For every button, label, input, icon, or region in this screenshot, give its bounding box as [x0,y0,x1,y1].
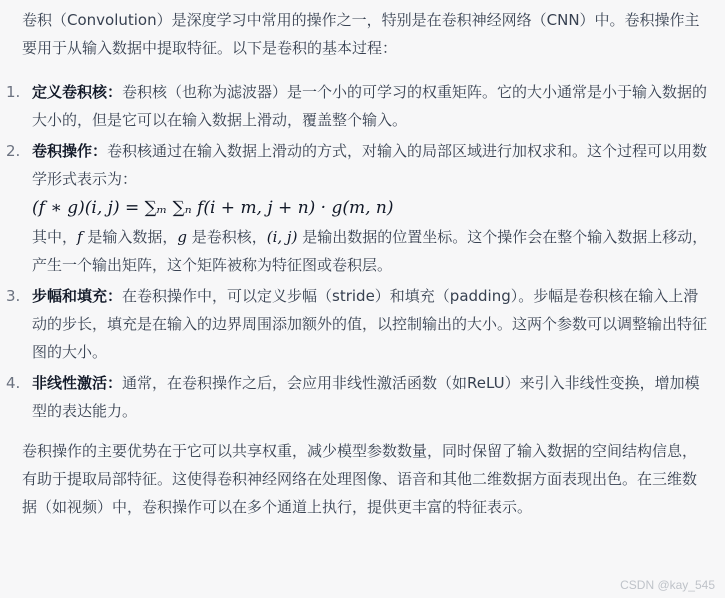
watermark: CSDN @kay_545 [620,578,715,592]
item-text: 卷积核通过在输入数据上滑动的方式，对输入的局部区域进行加权求和。这个过程可以用数学形式表示为： [32,142,708,188]
item-number: 4. [6,374,21,392]
list-item-3 [6,282,711,366]
list-item-4 [6,369,711,425]
item-text: 在卷积操作中，可以定义步幅（stride）和填充（padding）。步幅是卷积核在输入上滑动的步长，填充是在输入的边界周围添加额外的值，以控制输出的大小。这两个参数可以调整输出特征图的大小。 [32,287,708,361]
list-item-2 [6,137,711,279]
steps-list [6,78,711,425]
item-term: 卷积操作： [32,142,108,160]
item-term: 步幅和填充： [32,287,123,305]
item-number: 3. [6,287,21,305]
convolution-formula: (f ∗ g)(i, j) = ∑ₘ ∑ₙ f(i + m, j + n) · g(m, n) [32,198,394,218]
item-number: 2. [6,142,21,160]
item-number: 1. [6,83,21,101]
formula-note: 其中，f 是输入数据，g 是卷积核，(i, j) 是输出数据的位置坐标。这个操作会在整个输入数据上移动，产生一个输出矩阵，这个矩阵被称为特征图或卷积层。 [32,228,708,274]
intro-paragraph: 卷积（Convolution）是深度学习中常用的操作之一，特别是在卷积神经网络（CNN）中。卷积操作主要用于从输入数据中提取特征。以下是卷积的基本过程： [22,11,700,57]
item-term: 定义卷积核： [32,83,123,101]
summary-paragraph: 卷积操作的主要优势在于它可以共享权重，减少模型参数数量，同时保留了输入数据的空间结构信息，有助于提取局部特征。这使得卷积神经网络在处理图像、语音和其他二维数据方面表现出色。在三维数据（如视频）中，卷积操作可以在多个通道上执行，提供更丰富的特征表示。 [22,442,698,516]
list-item-1 [6,78,711,134]
item-text: 通常，在卷积操作之后，会应用非线性激活函数（如ReLU）来引入非线性变换，增加模型的表达能力。 [32,374,700,420]
item-term: 非线性激活： [32,374,123,392]
item-text: 卷积核（也称为滤波器）是一个小的可学习的权重矩阵。它的大小通常是小于输入数据的大小的，但是它可以在输入数据上滑动，覆盖整个输入。 [32,83,708,129]
